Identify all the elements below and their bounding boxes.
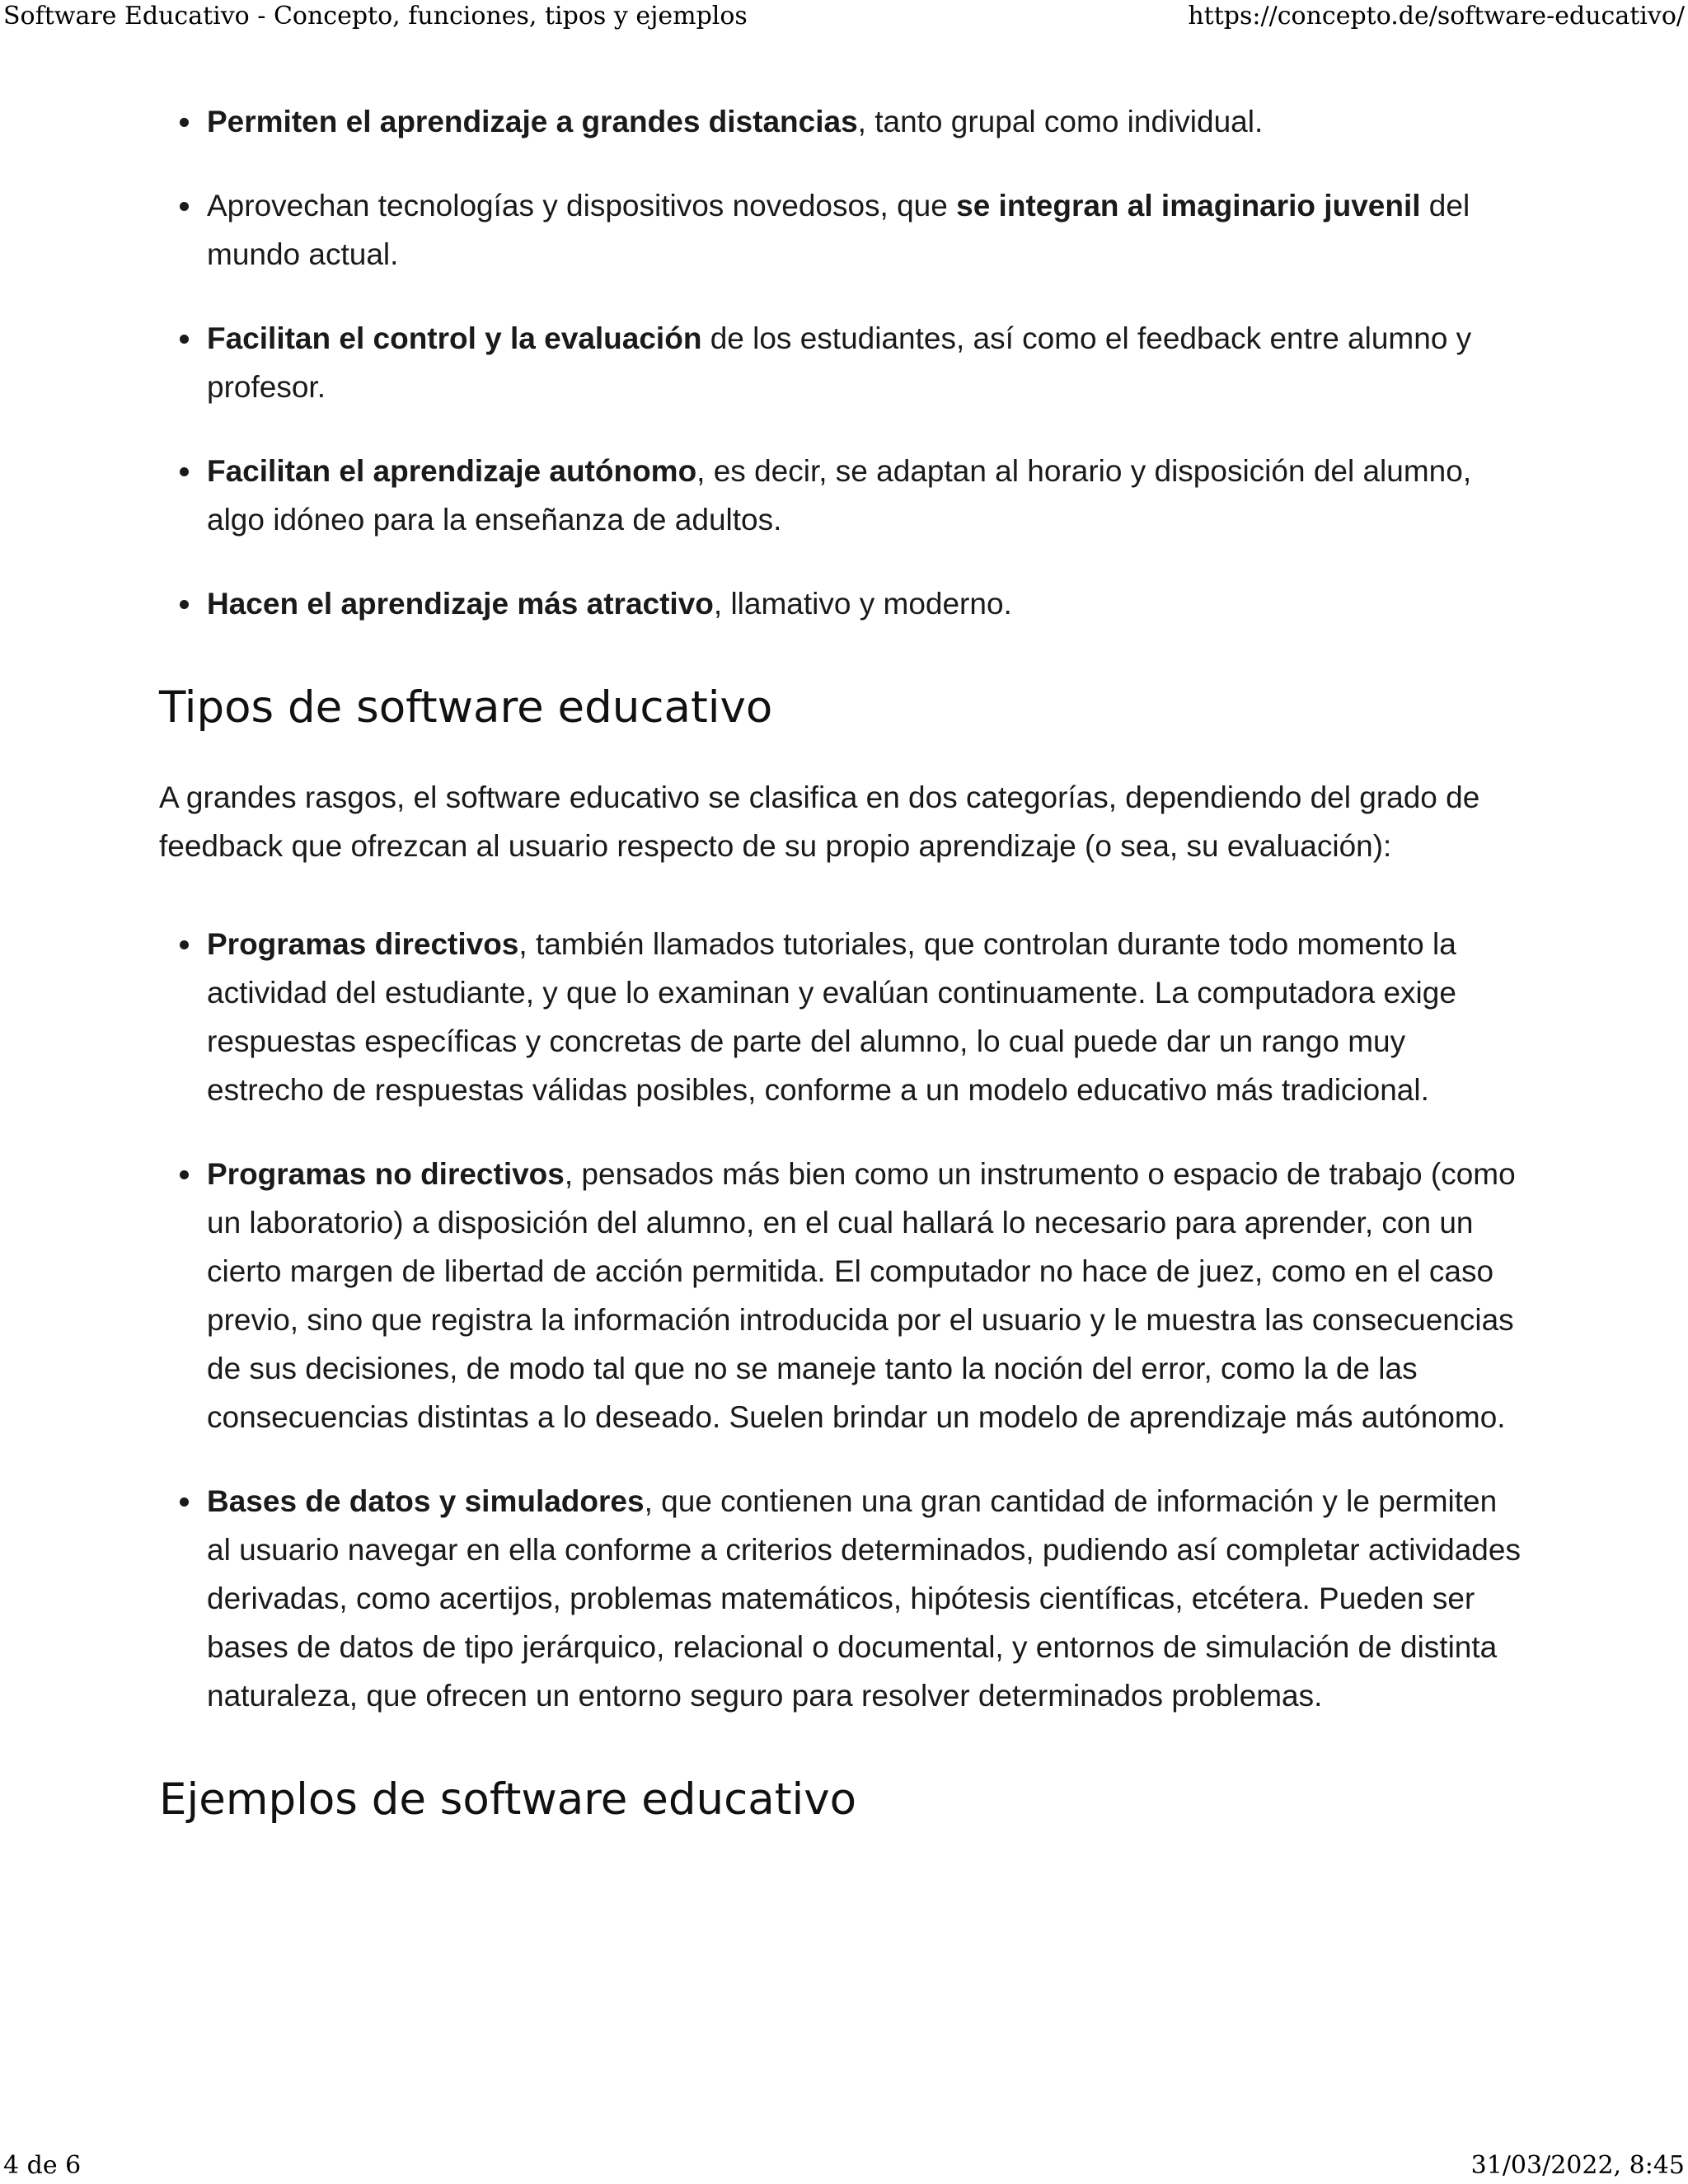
list-item: Facilitan el control y la evaluación de los estudiantes, así como el feedback entre alumno y profesor. [207,314,1527,411]
list-item-bold: Bases de datos y simuladores [207,1484,645,1518]
list-item: Facilitan el aprendizaje autónomo, es decir, se adaptan al horario y disposición del alumno, algo idóneo para la enseñanza de adultos. [207,447,1527,544]
types-intro-paragraph: A grandes rasgos, el software educativo se clasifica en dos categorías, dependiendo del grado de feedback que ofrezcan al usuario respecto de su propio aprendizaje (o sea, su evaluación): [159,780,1480,863]
list-item: Bases de datos y simuladores, que contienen una gran cantidad de información y le permiten al usuario navegar en ella conforme a criterios determinados, pudiendo así completar actividades derivadas, como acertijos, problemas matemáticos, hipótesis científicas, etcétera. Pueden ser bases de datos de tipo jerárquico, relacional o documental, y entornos de simulación de distinta naturaleza, que ofrecen un entorno seguro para resolver determinados problemas. [207,1477,1527,1720]
print-datetime: 31/03/2022, 8:45 [1470,2151,1685,2180]
list-item-bold: Facilitan el control y la evaluación [207,321,702,355]
list-item: Programas directivos, también llamados tutoriales, que controlan durante todo momento la actividad del estudiante, y que lo examinan y evalúan continuamente. La computadora exige respuestas específicas y concretas de parte del alumno, lo cual puede dar un rango muy estrecho de respuestas válidas posibles, conforme a un modelo educativo más tradicional. [207,920,1527,1114]
list-item-bold: Programas directivos [207,927,519,961]
page-number: 4 de 6 [3,2151,82,2180]
types-heading: Tipos de software educativo [159,682,773,733]
list-item-bold: se integran al imaginario juvenil [956,189,1421,223]
types-list [159,920,1527,1720]
print-footer [0,2151,1688,2180]
list-item-bold: Permiten el aprendizaje a grandes distancias [207,105,858,138]
list-item: Permiten el aprendizaje a grandes distancias, tanto grupal como individual. [207,97,1527,146]
list-item: Aprovechan tecnologías y dispositivos novedosos, que se integran al imaginario juvenil del mundo actual. [207,181,1527,279]
advantages-list [159,97,1527,628]
examples-heading: Ejemplos de software educativo [159,1774,857,1825]
list-item: Programas no directivos, pensados más bien como un instrumento o espacio de trabajo (como un laboratorio) a disposición del alumno, en el cual hallará lo necesario para aprender, con un cierto margen de libertad de acción permitida. El computador no hace de juez, como en el caso previo, sino que registra la información introducida por el usuario y le muestra las consecuencias de sus decisiones, de modo tal que no se maneje tanto la noción del error, como la de las consecuencias distintas a lo deseado. Suelen brindar un modelo de aprendizaje más autónomo. [207,1150,1527,1441]
list-item-bold: Programas no directivos [207,1157,565,1191]
article-content [159,97,1527,1865]
list-item-bold: Facilitan el aprendizaje autónomo [207,454,697,488]
list-item: Hacen el aprendizaje más atractivo, llamativo y moderno. [207,579,1527,628]
list-item-bold: Hacen el aprendizaje más atractivo [207,587,714,621]
print-header-url: https://concepto.de/software-educativo/ [1188,2,1685,30]
print-header-title: Software Educativo - Concepto, funciones, tipos y ejemplos [3,2,748,30]
print-header [0,2,1688,30]
